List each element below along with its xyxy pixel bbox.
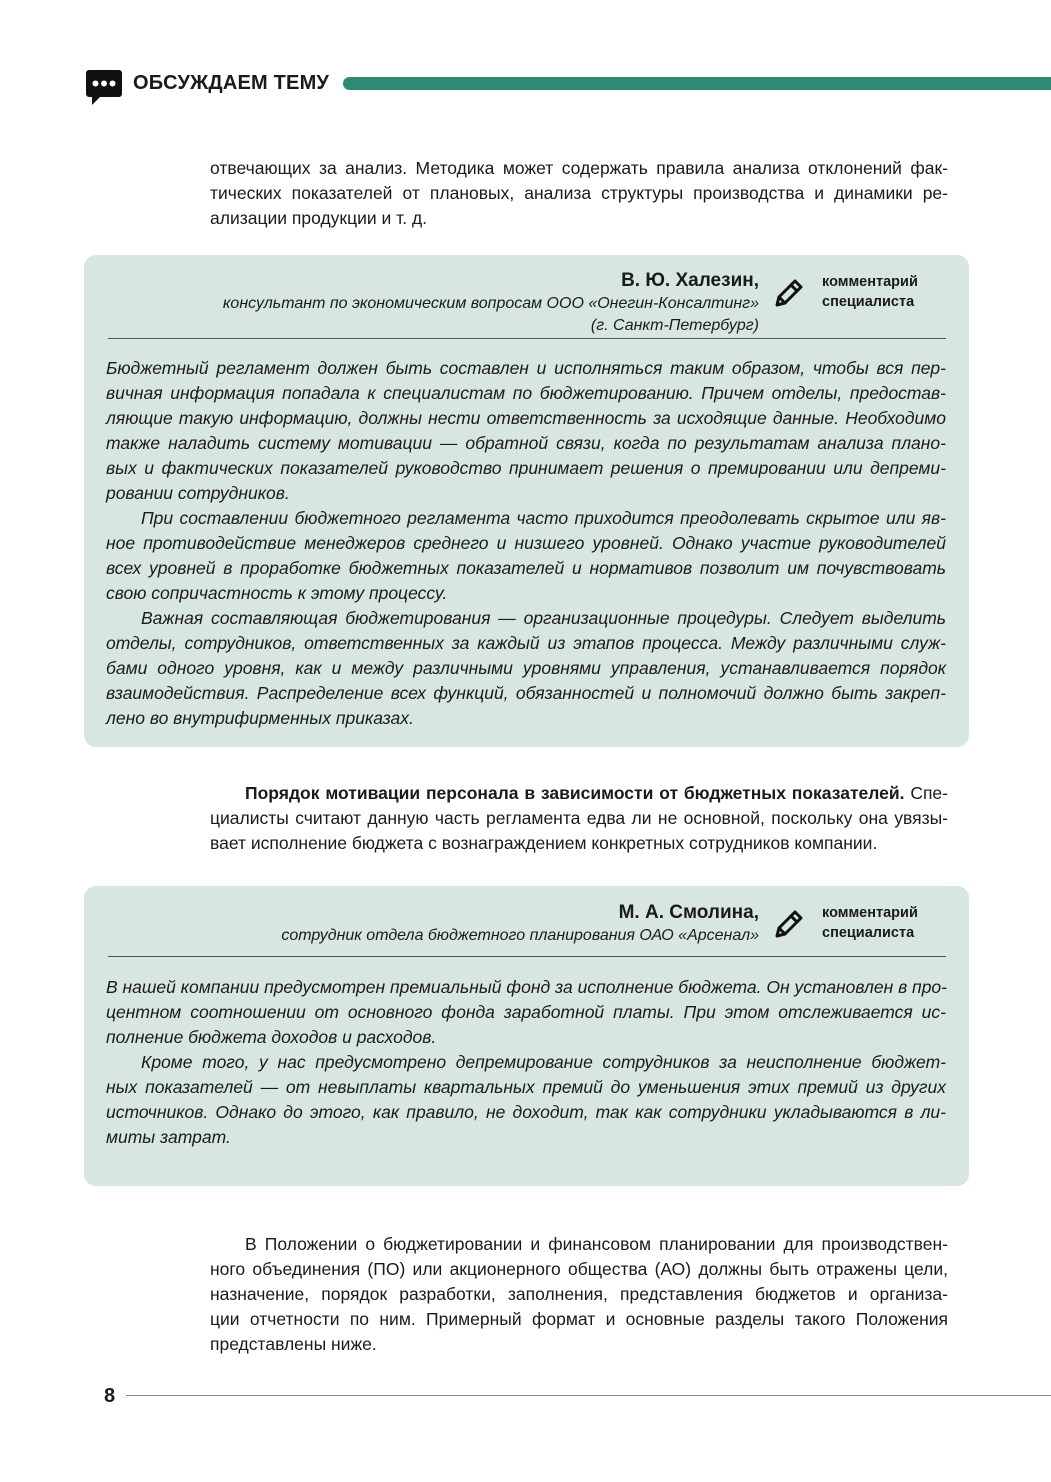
text-line: взаимодействия. Распределение всех функций, обязанностей и полномочий должно быть закреп- (106, 683, 946, 703)
author-role: (г. Санкт-Петербург) (590, 317, 759, 334)
author-role: сотрудник отдела бюджетного планирования ОАО «Арсенал» (281, 927, 759, 944)
comment-label-line: комментарий (822, 905, 918, 921)
expert-comment-box (84, 255, 969, 747)
author-block (281, 901, 759, 947)
text-line: вых и фактических показателей руководство принимает решения о премировании или депреми- (106, 458, 946, 478)
text-line (210, 781, 948, 806)
text-line: полнение бюджета доходов и расходов. (106, 1027, 437, 1047)
text-line: центном соотношении от основного фонда заработной платы. При этом отслеживается ис- (106, 1002, 946, 1022)
text-line: ное противодействие менеджеров среднего и низшего уровней. Однако участие руководителей (106, 533, 946, 553)
text-fragment: Спе- (904, 783, 948, 803)
text-line: свою сопричастность к этому процессу. (106, 583, 448, 603)
text-line: источников. Однако до этого, как правило, не доходит, так как сотрудники укладываются в ли- (106, 1102, 946, 1122)
author-name: В. Ю. Халезин, (621, 270, 759, 291)
speech-bubble-icon (86, 68, 122, 106)
comment-label (822, 903, 918, 943)
bold-lead: Порядок мотивации персонала в зависимости от бюджетных показателей. (245, 783, 905, 803)
text-line: тических показателей от плановых, анализа структуры производства и динамики ре- (210, 183, 948, 203)
final-paragraph (210, 1232, 948, 1357)
pencil-icon (772, 273, 808, 309)
comment-body (106, 356, 946, 731)
text-line: ного объединения (ПО) или акционерного общества (АО) должны быть отражены цели, (210, 1259, 948, 1279)
text-line: вичная информация попадала к специалистам по бюджетированию. Причем отделы, предостав- (106, 383, 946, 403)
mid-paragraph (210, 781, 948, 856)
text-line: отвечающих за анализ. Методика может содержать правила анализа отклонений фак- (210, 158, 948, 178)
comment-label-line: комментарий (822, 274, 918, 290)
section-title: ОБСУЖДАЕМ ТЕМУ (133, 72, 330, 94)
header-accent-bar (343, 77, 1051, 90)
text-line: миты затрат. (106, 1127, 231, 1147)
comment-body (106, 975, 946, 1150)
text-line: отделы, сотрудников, ответственных за каждый из этапов процесса. Между различными служ- (106, 633, 946, 653)
text-line: также наладить систему мотивации — обратной связи, когда по результатам анализа плано- (106, 433, 946, 453)
text-line: ровании сотрудников. (106, 483, 290, 503)
comment-label (822, 272, 918, 312)
text-line: лено во внутрифирменных приказах. (106, 708, 414, 728)
text-line: Бюджетный регламент должен быть составлен и исполняться таким образом, чтобы вся пер- (106, 358, 946, 378)
text-line: представлены ниже. (210, 1334, 377, 1354)
text-line: вает исполнение бюджета с вознаграждением конкретных сотрудников компании. (210, 833, 878, 853)
author-name: М. А. Смолина, (618, 902, 759, 923)
text-line: назначение, порядок разработки, заполнения, представления бюджетов и организа- (210, 1284, 948, 1304)
text-line: Важная составляющая бюджетирования — организационные процедуры. Следует выделить (141, 608, 946, 628)
expert-comment-box (84, 886, 969, 1186)
intro-paragraph (210, 156, 948, 231)
page-number: 8 (104, 1385, 116, 1407)
comment-label-line: специалиста (822, 294, 915, 310)
divider-rule (108, 338, 946, 339)
comment-label-line: специалиста (822, 925, 915, 941)
text-line: ализации продукции и т. д. (210, 208, 428, 228)
pencil-icon (772, 904, 808, 940)
text-line: ных показателей — от невыплаты квартальных премий до уменьшения этих премий из других (106, 1077, 946, 1097)
text-line: При составлении бюджетного регламента часто приходится преодолевать скрытое или яв- (141, 508, 946, 528)
text-line: циалисты считают данную часть регламента едва ли не основной, поскольку она увязы- (210, 808, 948, 828)
text-line: В Положении о бюджетировании и финансовом планировании для производствен- (245, 1234, 948, 1254)
text-line: бами одного уровня, как и между различными уровнями управления, устанавливается порядок (106, 658, 946, 678)
text-line: В нашей компании предусмотрен премиальный фонд за исполнение бюджета. Он установлен в про- (106, 977, 947, 997)
text-line: Кроме того, у нас предусмотрено депремирование сотрудников за неисполнение бюджет- (141, 1052, 946, 1072)
text-line: всех уровней в проработке бюджетных показателей и нормативов позволит им почувствовать (106, 558, 946, 578)
divider-rule (108, 956, 946, 957)
author-block (223, 269, 759, 337)
text-line: ляющие такую информацию, должны нести ответственность за исходящие данные. Необходимо (106, 408, 946, 428)
author-role: консультант по экономическим вопросам ООО «Онегин-Консалтинг» (222, 295, 759, 312)
footer-rule (126, 1395, 1051, 1396)
text-line: ции отчетности по ним. Примерный формат и основные разделы такого Положения (210, 1309, 948, 1329)
